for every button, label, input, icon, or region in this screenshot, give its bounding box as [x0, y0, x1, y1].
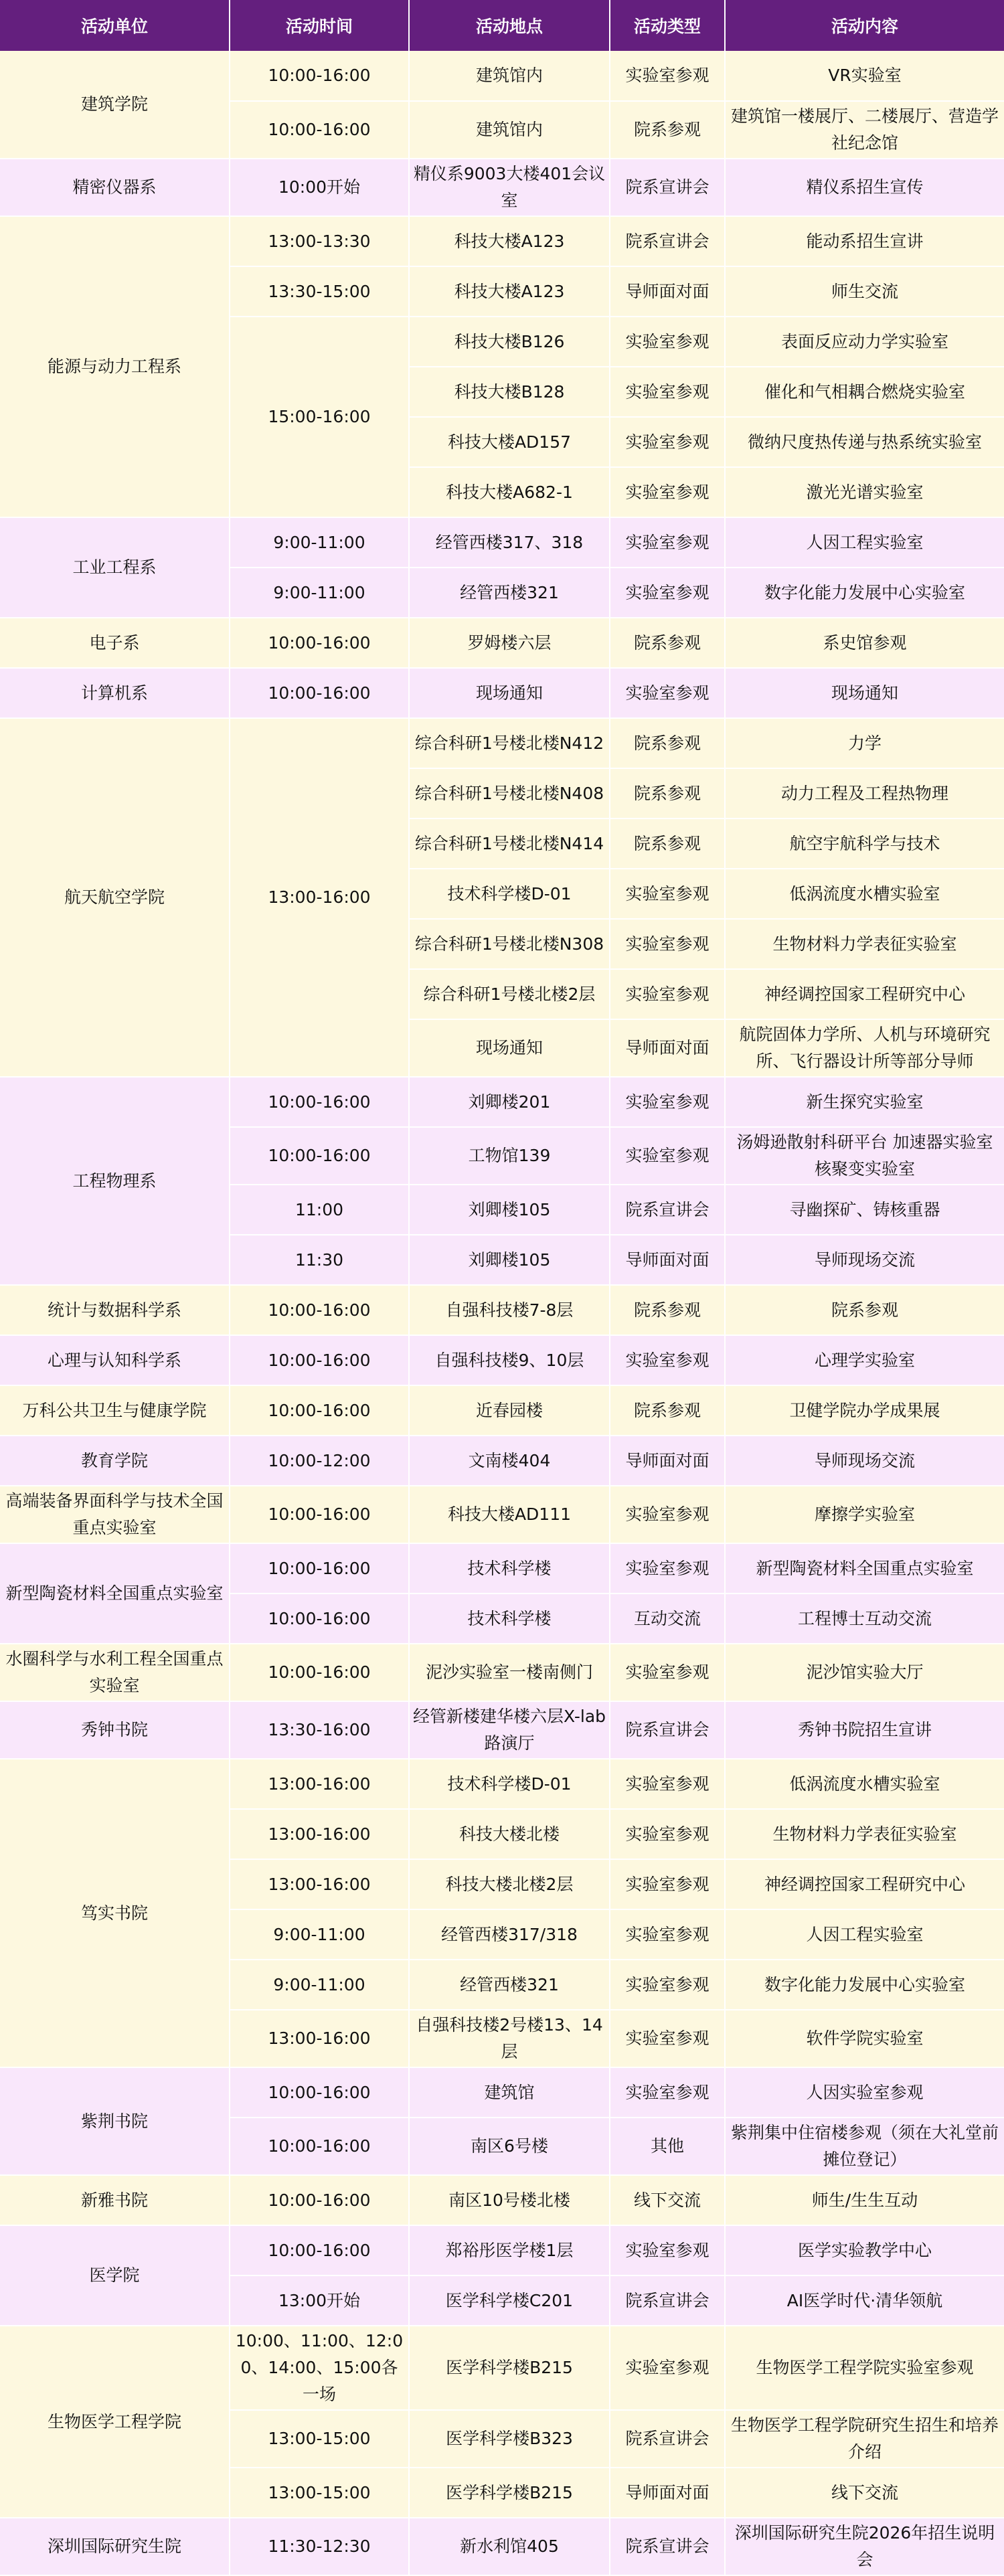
cell-content: 激光光谱实验室 [725, 467, 1004, 517]
cell-content: 深圳国际研究生院2026年招生说明会 [725, 2518, 1004, 2575]
cell-content: 导师现场交流 [725, 1436, 1004, 1486]
cell-time: 10:00-12:00 [230, 1436, 409, 1486]
cell-location: 科技大楼北楼 [409, 1809, 610, 1859]
cell-content: 表面反应动力学实验室 [725, 317, 1004, 367]
cell-location: 科技大楼A123 [409, 216, 610, 266]
cell-location: 综合科研1号楼北楼N414 [409, 819, 610, 869]
cell-type: 院系宣讲会 [610, 159, 725, 216]
cell-type: 院系宣讲会 [610, 2410, 725, 2468]
cell-type: 院系宣讲会 [610, 1185, 725, 1235]
cell-location: 综合科研1号楼北楼2层 [409, 969, 610, 1019]
cell-type: 院系宣讲会 [610, 2276, 725, 2326]
cell-content: 导师现场交流 [725, 1235, 1004, 1285]
cell-time: 10:00-16:00 [230, 668, 409, 718]
cell-type: 实验室参观 [610, 317, 725, 367]
cell-time: 9:00-11:00 [230, 1909, 409, 1960]
cell-type: 院系参观 [610, 101, 725, 159]
table-row [0, 1077, 1004, 1127]
table-row [0, 51, 1004, 101]
cell-time: 13:00-16:00 [230, 1859, 409, 1909]
cell-type: 实验室参观 [610, 919, 725, 969]
cell-location: 技术科学楼D-01 [409, 869, 610, 919]
cell-content: 紫荆集中住宿楼参观（须在大礼堂前摊位登记） [725, 2118, 1004, 2175]
cell-time: 10:00-16:00 [230, 1285, 409, 1335]
cell-unit: 笃实书院 [0, 1759, 230, 2067]
cell-location: 科技大楼AD111 [409, 1486, 610, 1543]
table-row [0, 1335, 1004, 1385]
cell-time: 10:00-16:00 [230, 2067, 409, 2118]
cell-content: 线下交流 [725, 2468, 1004, 2518]
cell-time: 13:00开始 [230, 2276, 409, 2326]
cell-type: 实验室参观 [610, 1759, 725, 1809]
cell-unit: 建筑学院 [0, 51, 230, 159]
cell-location: 经管西楼317、318 [409, 517, 610, 568]
cell-content: 人因工程实验室 [725, 1909, 1004, 1960]
cell-time: 10:00、11:00、12:00、14:00、15:00各一场 [230, 2326, 409, 2410]
table-row [0, 2326, 1004, 2410]
cell-type: 实验室参观 [610, 2010, 725, 2067]
cell-type: 实验室参观 [610, 2067, 725, 2118]
cell-unit: 深圳国际研究生院 [0, 2518, 230, 2575]
cell-type: 实验室参观 [610, 1809, 725, 1859]
cell-location: 刘卿楼105 [409, 1185, 610, 1235]
table-row [0, 517, 1004, 568]
cell-content: 院系参观 [725, 1285, 1004, 1335]
cell-time: 13:30-15:00 [230, 266, 409, 317]
cell-type: 实验室参观 [610, 2225, 725, 2276]
cell-unit: 新雅书院 [0, 2175, 230, 2225]
cell-location: 自强科技楼9、10层 [409, 1335, 610, 1385]
cell-location: 刘卿楼105 [409, 1235, 610, 1285]
cell-location: 精仪系9003大楼401会议室 [409, 159, 610, 216]
cell-location: 经管西楼321 [409, 568, 610, 618]
cell-time: 10:00-16:00 [230, 1077, 409, 1127]
table-row [0, 1486, 1004, 1543]
cell-type: 实验室参观 [610, 2326, 725, 2410]
cell-type: 院系参观 [610, 768, 725, 819]
table-row [0, 1385, 1004, 1436]
cell-content: 系史馆参观 [725, 618, 1004, 668]
cell-content: 寻幽探矿、铸核重器 [725, 1185, 1004, 1235]
cell-type: 实验室参观 [610, 568, 725, 618]
cell-location: 科技大楼北楼2层 [409, 1859, 610, 1909]
cell-time: 11:00 [230, 1185, 409, 1235]
cell-time: 9:00-11:00 [230, 1960, 409, 2010]
cell-location: 泥沙实验室一楼南侧门 [409, 1644, 610, 1701]
cell-type: 实验室参观 [610, 1909, 725, 1960]
cell-unit: 高端装备界面科学与技术全国重点实验室 [0, 1486, 230, 1543]
cell-location: 南区6号楼 [409, 2118, 610, 2175]
cell-location: 工物馆139 [409, 1127, 610, 1185]
cell-type: 院系参观 [610, 819, 725, 869]
table-row [0, 2518, 1004, 2575]
cell-location: 综合科研1号楼北楼N408 [409, 768, 610, 819]
cell-content: 神经调控国家工程研究中心 [725, 1859, 1004, 1909]
cell-unit: 医学院 [0, 2225, 230, 2326]
cell-time: 10:00-16:00 [230, 1335, 409, 1385]
cell-time: 13:00-16:00 [230, 2010, 409, 2067]
cell-time: 10:00-16:00 [230, 2118, 409, 2175]
cell-location: 经管西楼321 [409, 1960, 610, 2010]
cell-type: 实验室参观 [610, 51, 725, 101]
cell-type: 实验室参观 [610, 517, 725, 568]
cell-location: 技术科学楼 [409, 1594, 610, 1644]
cell-type: 院系参观 [610, 718, 725, 768]
cell-time: 13:30-16:00 [230, 1701, 409, 1759]
cell-type: 实验室参观 [610, 1859, 725, 1909]
cell-type: 院系宣讲会 [610, 216, 725, 266]
cell-type: 实验室参观 [610, 1644, 725, 1701]
header-type: 活动类型 [610, 0, 725, 51]
cell-time: 10:00-16:00 [230, 1127, 409, 1185]
cell-time: 10:00-16:00 [230, 1594, 409, 1644]
cell-type: 实验室参观 [610, 367, 725, 417]
cell-location: 近春园楼 [409, 1385, 610, 1436]
cell-content: 泥沙馆实验大厅 [725, 1644, 1004, 1701]
cell-time: 10:00-16:00 [230, 2225, 409, 2276]
cell-location: 综合科研1号楼北楼N412 [409, 718, 610, 768]
cell-location: 文南楼404 [409, 1436, 610, 1486]
cell-unit: 新型陶瓷材料全国重点实验室 [0, 1543, 230, 1644]
table-row [0, 1543, 1004, 1594]
cell-unit: 精密仪器系 [0, 159, 230, 216]
cell-type: 实验室参观 [610, 869, 725, 919]
cell-content: 生物材料力学表征实验室 [725, 919, 1004, 969]
cell-unit: 生物医学工程学院 [0, 2326, 230, 2518]
cell-type: 实验室参观 [610, 1335, 725, 1385]
cell-unit: 心理与认知科学系 [0, 1335, 230, 1385]
cell-time: 11:30 [230, 1235, 409, 1285]
cell-content: VR实验室 [725, 51, 1004, 101]
header-location: 活动地点 [409, 0, 610, 51]
cell-type: 导师面对面 [610, 2468, 725, 2518]
cell-location: 经管新楼建华楼六层X-lab路演厅 [409, 1701, 610, 1759]
header-content: 活动内容 [725, 0, 1004, 51]
cell-type: 实验室参观 [610, 1077, 725, 1127]
cell-content: AI医学时代·清华领航 [725, 2276, 1004, 2326]
cell-time: 10:00-16:00 [230, 1543, 409, 1594]
cell-content: 人因实验室参观 [725, 2067, 1004, 2118]
cell-time: 13:00-16:00 [230, 718, 409, 1077]
cell-type: 院系参观 [610, 618, 725, 668]
cell-time: 10:00-16:00 [230, 51, 409, 101]
cell-content: 航院固体力学所、人机与环境研究所、飞行器设计所等部分导师 [725, 1019, 1004, 1077]
table-body [0, 51, 1004, 2575]
cell-type: 院系参观 [610, 1285, 725, 1335]
cell-content: 航空宇航科学与技术 [725, 819, 1004, 869]
cell-unit: 水圈科学与水利工程全国重点实验室 [0, 1644, 230, 1701]
cell-time: 10:00-16:00 [230, 618, 409, 668]
cell-unit: 工程物理系 [0, 1077, 230, 1285]
cell-location: 医学科学楼C201 [409, 2276, 610, 2326]
cell-content: 工程博士互动交流 [725, 1594, 1004, 1644]
table-row [0, 2225, 1004, 2276]
cell-content: 现场通知 [725, 668, 1004, 718]
cell-content: 低涡流度水槽实验室 [725, 1759, 1004, 1809]
cell-location: 技术科学楼 [409, 1543, 610, 1594]
cell-unit: 紫荆书院 [0, 2067, 230, 2175]
cell-content: 催化和气相耦合燃烧实验室 [725, 367, 1004, 417]
cell-unit: 能源与动力工程系 [0, 216, 230, 517]
cell-unit: 万科公共卫生与健康学院 [0, 1385, 230, 1436]
cell-content: 能动系招生宣讲 [725, 216, 1004, 266]
table-row [0, 618, 1004, 668]
cell-time: 13:00-16:00 [230, 1809, 409, 1859]
cell-location: 现场通知 [409, 668, 610, 718]
table-row [0, 668, 1004, 718]
cell-location: 综合科研1号楼北楼N308 [409, 919, 610, 969]
cell-content: 神经调控国家工程研究中心 [725, 969, 1004, 1019]
cell-content: 摩擦学实验室 [725, 1486, 1004, 1543]
cell-time: 10:00-16:00 [230, 101, 409, 159]
cell-unit: 秀钟书院 [0, 1701, 230, 1759]
cell-content: 卫健学院办学成果展 [725, 1385, 1004, 1436]
cell-type: 实验室参观 [610, 1960, 725, 2010]
cell-time: 10:00-16:00 [230, 1486, 409, 1543]
header-row [0, 0, 1004, 51]
cell-type: 实验室参观 [610, 969, 725, 1019]
cell-time: 10:00-16:00 [230, 1385, 409, 1436]
cell-location: 医学科学楼B323 [409, 2410, 610, 2468]
cell-content: 动力工程及工程热物理 [725, 768, 1004, 819]
cell-type: 实验室参观 [610, 467, 725, 517]
cell-content: 力学 [725, 718, 1004, 768]
table-row [0, 718, 1004, 768]
cell-content: 人因工程实验室 [725, 517, 1004, 568]
table-row [0, 1701, 1004, 1759]
cell-content: 秀钟书院招生宣讲 [725, 1701, 1004, 1759]
cell-content: 心理学实验室 [725, 1335, 1004, 1385]
cell-location: 自强科技楼2号楼13、14层 [409, 2010, 610, 2067]
cell-unit: 计算机系 [0, 668, 230, 718]
cell-location: 刘卿楼201 [409, 1077, 610, 1127]
cell-time: 9:00-11:00 [230, 517, 409, 568]
cell-location: 经管西楼317/318 [409, 1909, 610, 1960]
cell-location: 新水利馆405 [409, 2518, 610, 2575]
table-row [0, 2067, 1004, 2118]
cell-time: 13:00-15:00 [230, 2410, 409, 2468]
cell-type: 导师面对面 [610, 1235, 725, 1285]
header-unit: 活动单位 [0, 0, 230, 51]
cell-location: 南区10号楼北楼 [409, 2175, 610, 2225]
table-row [0, 2175, 1004, 2225]
cell-unit: 航天航空学院 [0, 718, 230, 1077]
cell-content: 生物医学工程学院实验室参观 [725, 2326, 1004, 2410]
cell-content: 数字化能力发展中心实验室 [725, 568, 1004, 618]
cell-location: 现场通知 [409, 1019, 610, 1077]
cell-content: 新型陶瓷材料全国重点实验室 [725, 1543, 1004, 1594]
cell-type: 互动交流 [610, 1594, 725, 1644]
cell-type: 实验室参观 [610, 1127, 725, 1185]
cell-time: 9:00-11:00 [230, 568, 409, 618]
table-row [0, 1759, 1004, 1809]
cell-unit: 电子系 [0, 618, 230, 668]
cell-content: 软件学院实验室 [725, 2010, 1004, 2067]
cell-location: 郑裕彤医学楼1层 [409, 2225, 610, 2276]
cell-location: 科技大楼B126 [409, 317, 610, 367]
cell-location: 自强科技楼7-8层 [409, 1285, 610, 1335]
cell-time: 10:00开始 [230, 159, 409, 216]
cell-content: 精仪系招生宣传 [725, 159, 1004, 216]
cell-time: 10:00-16:00 [230, 2175, 409, 2225]
cell-unit: 教育学院 [0, 1436, 230, 1486]
cell-type: 实验室参观 [610, 668, 725, 718]
cell-location: 科技大楼AD157 [409, 417, 610, 467]
cell-type: 导师面对面 [610, 266, 725, 317]
cell-location: 建筑馆内 [409, 101, 610, 159]
cell-location: 医学科学楼B215 [409, 2326, 610, 2410]
table-row [0, 159, 1004, 216]
cell-time: 13:00-13:30 [230, 216, 409, 266]
cell-location: 科技大楼A682-1 [409, 467, 610, 517]
table-row [0, 1644, 1004, 1701]
header-time: 活动时间 [230, 0, 409, 51]
cell-type: 院系宣讲会 [610, 2518, 725, 2575]
cell-location: 罗姆楼六层 [409, 618, 610, 668]
cell-content: 医学实验教学中心 [725, 2225, 1004, 2276]
cell-content: 师生交流 [725, 266, 1004, 317]
cell-content: 微纳尺度热传递与热系统实验室 [725, 417, 1004, 467]
cell-type: 线下交流 [610, 2175, 725, 2225]
cell-time: 13:00-15:00 [230, 2468, 409, 2518]
cell-type: 导师面对面 [610, 1019, 725, 1077]
cell-type: 实验室参观 [610, 1486, 725, 1543]
cell-content: 新生探究实验室 [725, 1077, 1004, 1127]
cell-location: 技术科学楼D-01 [409, 1759, 610, 1809]
cell-time: 15:00-16:00 [230, 317, 409, 517]
cell-content: 师生/生生互动 [725, 2175, 1004, 2225]
cell-location: 建筑馆内 [409, 51, 610, 101]
cell-type: 其他 [610, 2118, 725, 2175]
cell-type: 院系宣讲会 [610, 1701, 725, 1759]
cell-location: 科技大楼B128 [409, 367, 610, 417]
cell-content: 生物医学工程学院研究生招生和培养介绍 [725, 2410, 1004, 2468]
cell-content: 生物材料力学表征实验室 [725, 1809, 1004, 1859]
cell-content: 汤姆逊散射科研平台 加速器实验室 核聚变实验室 [725, 1127, 1004, 1185]
cell-type: 导师面对面 [610, 1436, 725, 1486]
cell-unit: 统计与数据科学系 [0, 1285, 230, 1335]
cell-unit: 工业工程系 [0, 517, 230, 618]
cell-type: 实验室参观 [610, 417, 725, 467]
cell-type: 院系参观 [610, 1385, 725, 1436]
cell-time: 13:00-16:00 [230, 1759, 409, 1809]
cell-location: 科技大楼A123 [409, 266, 610, 317]
cell-time: 11:30-12:30 [230, 2518, 409, 2575]
cell-type: 实验室参观 [610, 1543, 725, 1594]
table-row [0, 1436, 1004, 1486]
cell-content: 建筑馆一楼展厅、二楼展厅、营造学社纪念馆 [725, 101, 1004, 159]
cell-content: 低涡流度水槽实验室 [725, 869, 1004, 919]
table-row [0, 216, 1004, 266]
table-row [0, 1285, 1004, 1335]
cell-time: 10:00-16:00 [230, 1644, 409, 1701]
cell-location: 医学科学楼B215 [409, 2468, 610, 2518]
cell-location: 建筑馆 [409, 2067, 610, 2118]
cell-content: 数字化能力发展中心实验室 [725, 1960, 1004, 2010]
